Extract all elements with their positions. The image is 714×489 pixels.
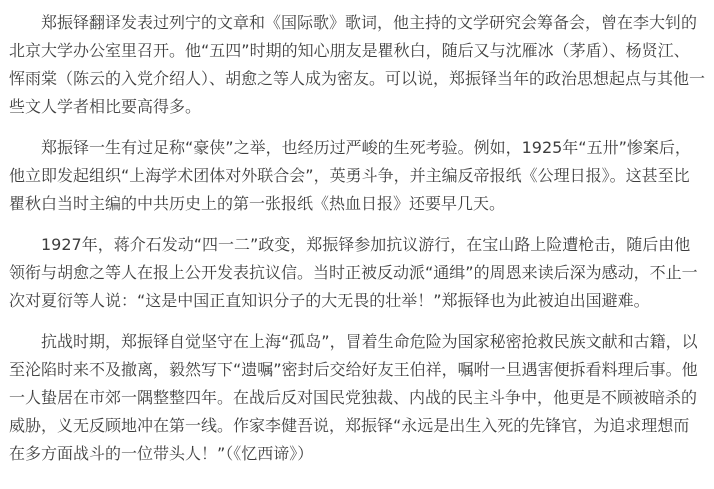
paragraph-4: 抗战时期，郑振铎自觉坚守在上海“孤岛”，冒着生命危险为国家秘密抢救民族文献和古籍，以至沦陷时来不及撤离，毅然写下“遗嘱”密封后交给好友王伯祥，嘱咐一旦遇害便拆看料理后事。他一人蛰居在市郊一隅整整四年。在战后反对国民党独裁、内战的民主斗争中，他更是不顾被暗杀的威胁，义无反顾地冲在第一线。作家李健吾说，郑振铎“永远是出生入死的先锋官，为追求理想而在多方面战斗的一位带头人！”（《忆西谛》） (9, 332, 698, 463)
paragraph-1: 郑振铎翻译发表过列宁的文章和《国际歌》歌词，他主持的文学研究会筹备会，曾在李大钊的北京大学办公室里召开。他“五四”时期的知心朋友是瞿秋白，随后又与沈雁冰（茅盾）、杨贤江、恽雨棠（陈云的入党介绍人）、胡愈之等人成为密友。可以说，郑振铎当年的政治思想起点与其他一些文人学者相比要高得多。 (9, 13, 706, 116)
paragraph-2: 郑振铎一生有过足称“豪侠”之举，也经历过严峻的生死考验。例如，1925年“五卅”惨案后，他立即发起组织“上海学术团体对外联合会”，英勇斗争，并主编反帝报纸《公理日报》。这甚至比瞿秋白当时主编的中共历史上的第一张报纸《热血日报》还要早几天。 (9, 138, 691, 213)
paragraph-3: 1927年，蒋介石发动“四一二”政变，郑振铎参加抗议游行，在宝山路上险遭枪击，随后由他领衔与胡愈之等人在报上公开发表抗议信。当时正被反动派“通缉”的周恩来读后深为感动，不止一次对夏衍等人说：“这是中国正直知识分子的大无畏的壮举！”郑振铎也为此被迫出国避难。 (9, 235, 698, 310)
